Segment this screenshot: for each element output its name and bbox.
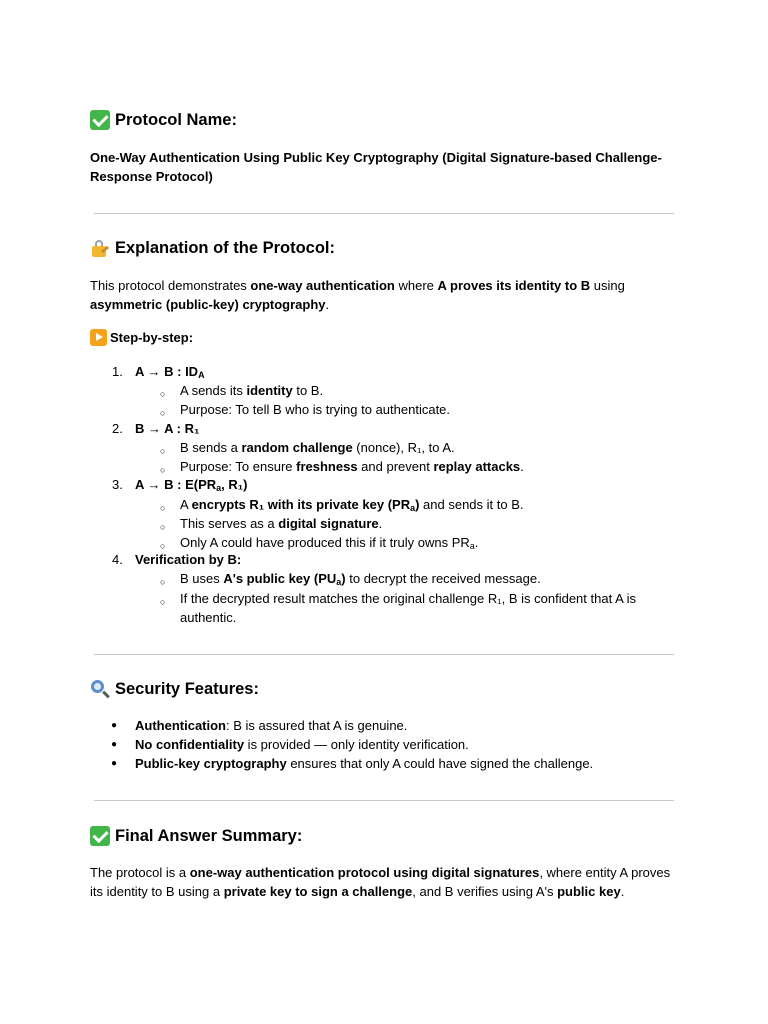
step-number: 1. xyxy=(112,364,123,379)
step-number: 2. xyxy=(112,421,123,436)
step-bullet: ○ B sends a random challenge (nonce), R₁, to A. xyxy=(160,440,455,456)
explanation-heading xyxy=(90,238,335,258)
step-number: 3. xyxy=(112,477,123,492)
final-summary-text: The protocol is a one-way authentication protocol using digital signatures, where entity A proves its identity to B using a private key to sign a challenge, and B verifies using A's public key. xyxy=(90,865,671,899)
step-bullet-continuation: authentic. xyxy=(180,610,237,625)
step-bullet: ○ A encrypts R₁ with its private key $(PR_a)$ and sends it to B. xyxy=(160,497,524,513)
step-bullet: ○ Only A could have produced this if it truly owns $PR_a$. xyxy=(160,535,479,551)
heading-text: Explanation of the Protocol: xyxy=(115,238,336,257)
divider xyxy=(94,800,674,801)
step-title: B → A : R₁ xyxy=(135,421,200,436)
divider xyxy=(94,654,674,655)
security-features-heading xyxy=(90,679,259,699)
step-title: A → B : $ID_A$ xyxy=(135,364,205,380)
step-title: A → B : $E(PR_a$, R₁) xyxy=(135,477,248,493)
check-mark-icon xyxy=(90,110,110,130)
play-button-icon xyxy=(90,329,107,346)
step-bullet: ○ B uses A's public key $(PU_a)$ to decrypt the received message. xyxy=(160,571,541,587)
heading-text: Security Features: xyxy=(115,679,259,698)
protocol-name-heading xyxy=(90,110,237,130)
feature-item: ● Public-key cryptography ensures that only A could have signed the challenge. xyxy=(111,756,594,771)
divider xyxy=(94,213,674,214)
lock-with-key-icon xyxy=(90,238,110,258)
step-bullet: ○ This serves as a digital signature. xyxy=(160,516,383,532)
check-mark-icon xyxy=(90,826,110,846)
step-title: Verification by B: xyxy=(135,552,242,567)
feature-item: ● No confidentiality is provided — only identity verification. xyxy=(111,737,469,752)
step-bullet: ○ If the decrypted result matches the original challenge R₁, B is confident that A is xyxy=(160,591,637,607)
feature-item: ● Authentication: B is assured that A is genuine. xyxy=(111,718,408,733)
step-bullet: ○ Purpose: To tell B who is trying to authenticate. xyxy=(160,402,451,418)
subheading-text: Step-by-step: xyxy=(110,330,194,345)
step-by-step-heading xyxy=(90,329,193,346)
step-bullet: ○ Purpose: To ensure freshness and prevent replay attacks. xyxy=(160,459,524,475)
protocol-name-text: One-Way Authentication Using Public Key Cryptography (Digital Signature-based Challenge-Response Protocol) xyxy=(90,150,662,184)
magnifying-glass-icon xyxy=(90,679,110,699)
step-number: 4. xyxy=(112,552,123,567)
heading-text: Protocol Name: xyxy=(115,110,237,129)
heading-text: Final Answer Summary: xyxy=(115,826,303,845)
final-summary-heading xyxy=(90,826,302,846)
step-bullet: ○ A sends its identity to B. xyxy=(160,383,324,399)
explanation-intro: This protocol demonstrates one-way authentication where A proves its identity to B using asymmetric (public-key) cryptography. xyxy=(90,278,625,312)
